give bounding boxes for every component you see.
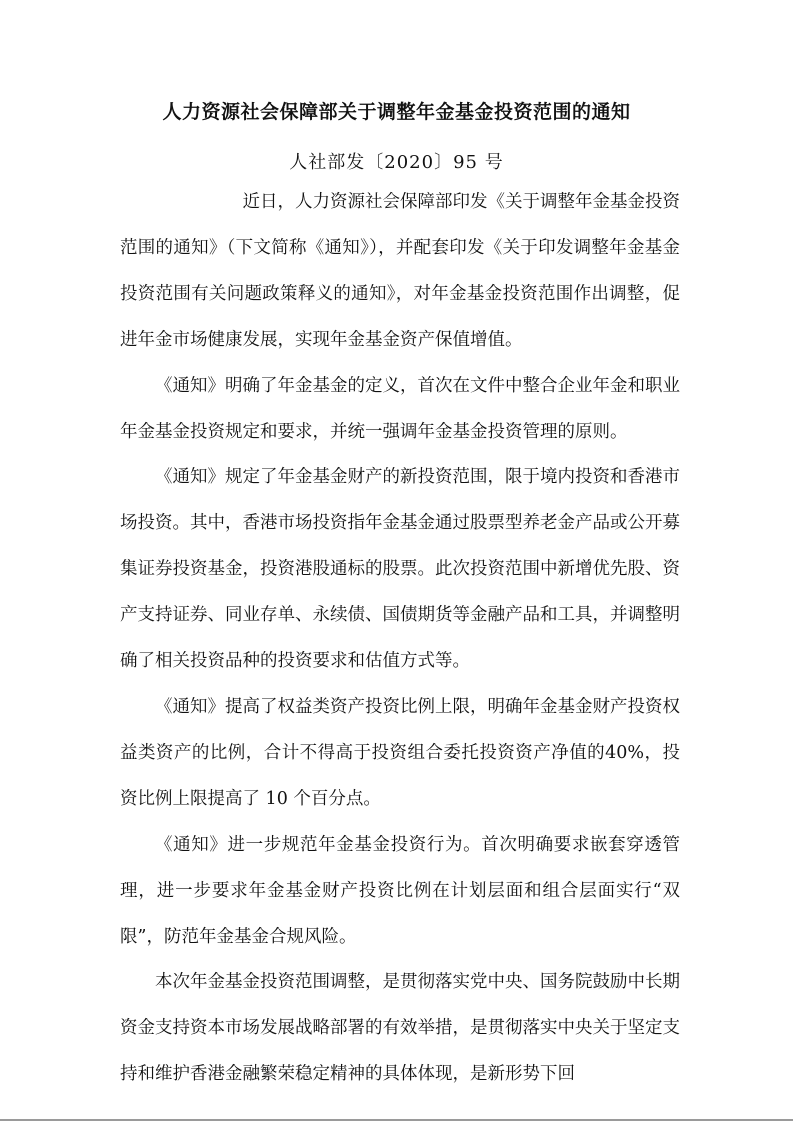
paragraph-significance: 本次年金基金投资范围调整，是贯彻落实党中央、国务院鼓励中长期资金支持资本市场发展战略部署的有效举措，是贯彻落实中央关于坚定支持和维护香港金融繁荣稳定精神的具体体现，是新形势下回 xyxy=(120,972,680,1085)
paragraph-investment-scope: 《通知》规定了年金基金财产的新投资范围，限于境内投资和香港市场投资。其中，香港市场投资指年金基金通过股票型养老金产品或公开募集证券投资基金，投资港股通标的股票。此次投资范围中新增优先股、资产支持证券、同业存单、永续债、国债期货等金融产品和工具，并调整明确了相关投资品种的投资要求和估值方式等。 xyxy=(120,467,680,672)
document-body xyxy=(120,180,680,1098)
page-bottom-divider xyxy=(0,1119,793,1121)
paragraph-definition: 《通知》明确了年金基金的定义，首次在文件中整合企业年金和职业年金基金投资规定和要求，并统一强调年金基金投资管理的原则。 xyxy=(120,375,680,442)
paragraph-intro: 近日，人力资源社会保障部印发《关于调整年金基金投资范围的通知》（下文简称《通知》），并配套印发《关于印发调整年金基金投资范围有关问题政策释义的通知》，对年金基金投资范围作出调整，促进年金市场健康发展，实现年金基金资产保值增值。 xyxy=(120,192,680,350)
document-title: 人力资源社会保障部关于调整年金基金投资范围的通知 xyxy=(162,101,631,123)
paragraph-regulation: 《通知》进一步规范年金基金投资行为。首次明确要求嵌套穿透管理，进一步要求年金基金财产投资比例在计划层面和组合层面实行“双限”，防范年金基金合规风险。 xyxy=(120,834,680,947)
document-number: 人社部发〔2020〕95 号 xyxy=(289,152,504,173)
paragraph-equity-ratio: 《通知》提高了权益类资产投资比例上限，明确年金基金财产投资权益类资产的比例，合计不得高于投资组合委托投资资产净值的40%，投资比例上限提高了 10 个百分点。 xyxy=(120,696,680,809)
